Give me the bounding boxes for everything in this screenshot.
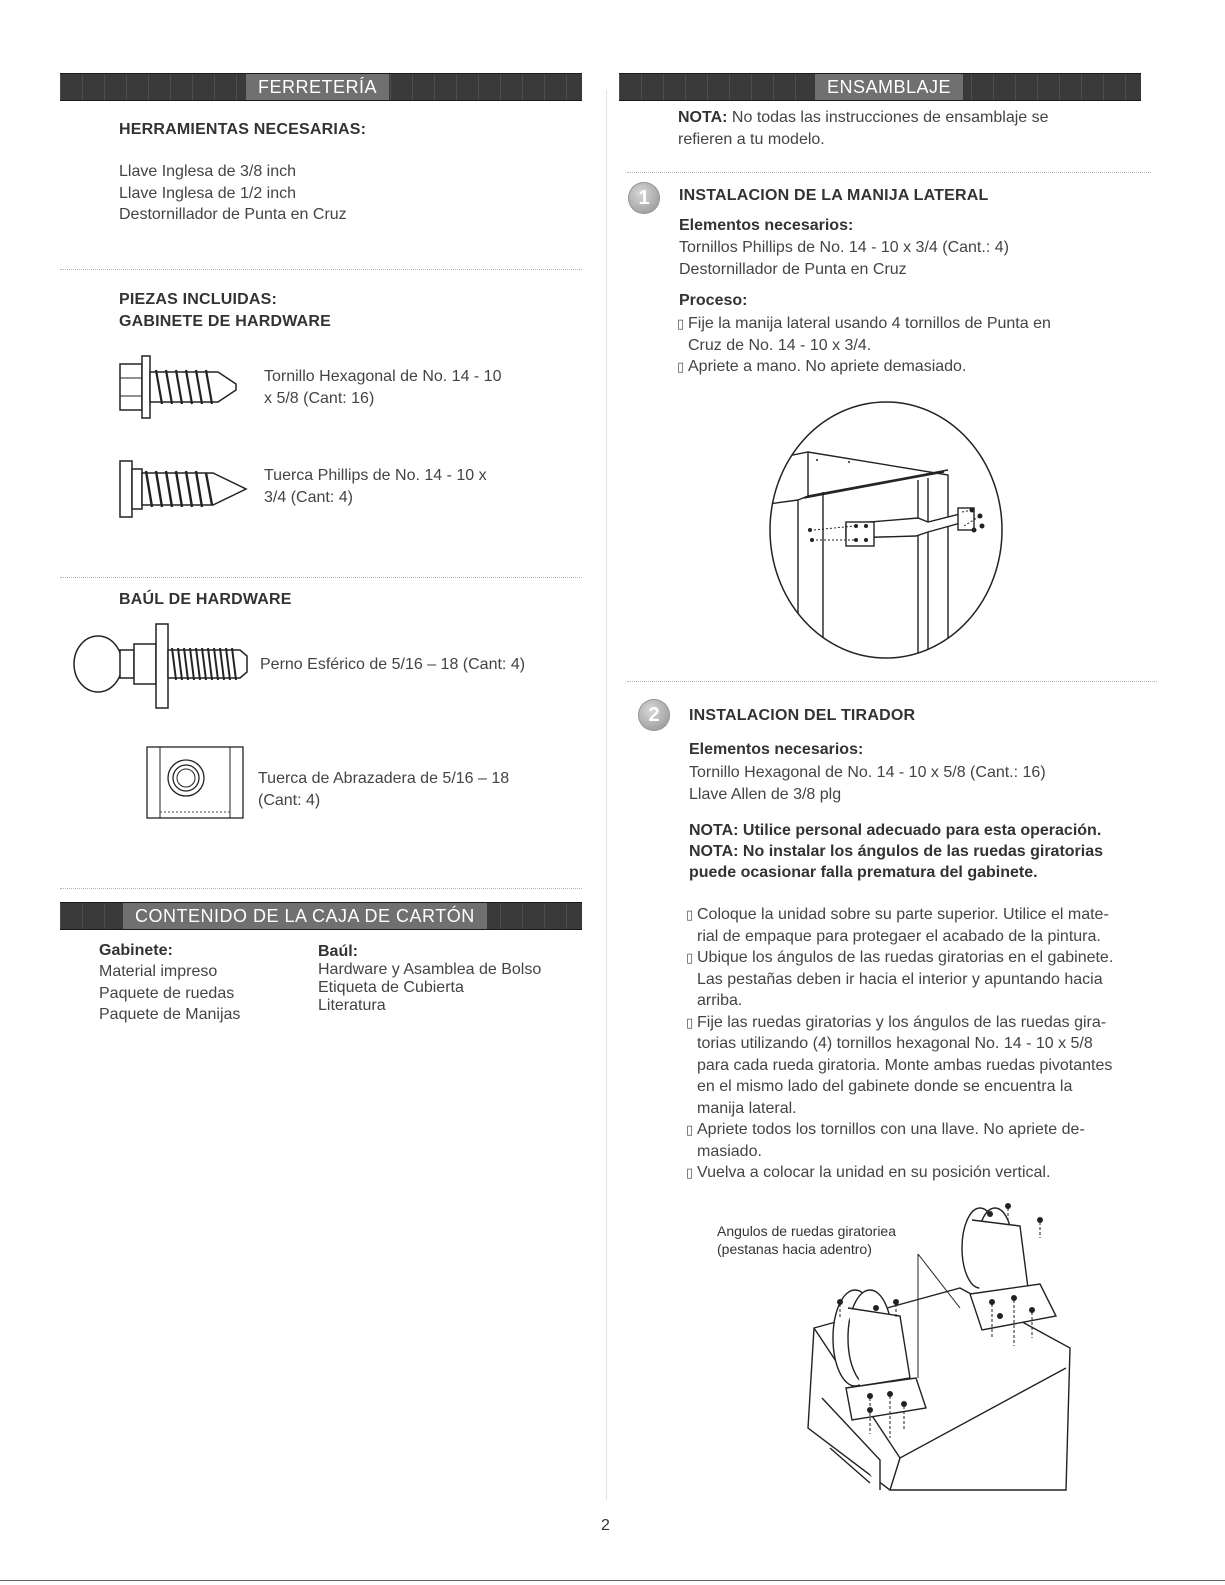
tools-heading: HERRAMIENTAS NECESARIAS: <box>119 121 367 138</box>
divider <box>60 269 582 270</box>
side-handle-illustration <box>768 400 1008 662</box>
step-1-needed-heading: Elementos necesarios: <box>679 217 854 234</box>
step-2-needed-heading: Elementos necesarios: <box>689 741 864 758</box>
divider <box>627 172 1151 173</box>
caster-installation-illustration <box>800 1198 1082 1496</box>
chest-heading: BAÚL DE HARDWARE <box>119 591 292 608</box>
step-1-title: INSTALACION DE LA MANIJA LATERAL <box>679 187 989 204</box>
assembly-section-bar <box>619 73 1141 101</box>
warning-line: NOTA: No instalar los ángulos de las ruedas giratorias <box>689 843 1104 860</box>
box-contents-title: CONTENIDO DE LA CAJA DE CARTÓN <box>123 903 487 929</box>
page-number: 2 <box>601 1517 610 1534</box>
step-2-title: INSTALACION DEL TIRADOR <box>689 707 916 724</box>
hardware-section-title: FERRETERÍA <box>246 74 389 100</box>
chest-item: Literatura <box>318 997 386 1014</box>
divider <box>60 577 582 578</box>
process-item: ▯ Fije la manija lateral usando 4 tornillos de Punta en Cruz de No. 14 - 10 x 3/4. <box>677 315 1051 354</box>
warning-line: puede ocasionar falla prematura del gabinete. <box>689 864 1038 881</box>
ball-bolt-illustration <box>72 622 252 710</box>
hex-screw-illustration <box>118 354 243 424</box>
assembly-note: NOTA: No todas las instrucciones de ensamblaje se refieren a tu modelo. <box>678 109 1049 148</box>
divider <box>60 888 582 889</box>
clamp-nut-illustration <box>146 746 246 820</box>
ball-bolt-label: Perno Esférico de 5/16 – 18 (Cant: 4) <box>260 656 526 673</box>
process-item: ▯ Fije las ruedas giratorias y los ángulos de las ruedas gira- torias utilizando (4) tornillos hexagonal No. 14 - 10 x 5/8 para cada rueda giratoria. Monte ambas ruedas pivotantes en el mismo lado del gabinete donde se encuentra la manija lateral. <box>686 1013 1113 1117</box>
step-2-needed-list: Tornillo Hexagonal de No. 14 - 10 x 5/8 (Cant.: 16) Llave Allen de 3/8 plg <box>689 764 1046 803</box>
divider <box>627 681 1157 682</box>
step-1-process-list <box>677 313 1051 378</box>
chest-item: Hardware y Asamblea de Bolso <box>318 961 542 978</box>
column-separator <box>606 90 607 1500</box>
step-2-badge: 2 <box>638 699 670 731</box>
step-1-process-heading: Proceso: <box>679 292 748 309</box>
phillips-screw-illustration <box>118 455 250 523</box>
tool-item: Destornillador de Punta en Cruz <box>119 206 347 223</box>
bottom-edge-line <box>0 1580 1225 1581</box>
process-item: ▯ Coloque la unidad sobre su parte superior. Utilice el mate- rial de empaque para protegaer el acabado de la pintura. <box>686 906 1109 945</box>
tools-list <box>119 161 347 226</box>
caster-callout: Angulos de ruedas giratoriea (pestanas hacia adentro) <box>717 1223 897 1257</box>
process-item: ▯ Apriete a mano. No apriete demasiado. <box>677 358 967 375</box>
hardware-section-bar <box>60 73 582 101</box>
box-contents-bar <box>60 902 582 930</box>
hex-screw-label: Tornillo Hexagonal de No. 14 - 10 x 5/8 (Cant: 16) <box>264 368 502 407</box>
chest-contents <box>318 942 541 1015</box>
step-2-process-list <box>686 904 1113 1184</box>
process-item: ▯ Apriete todos los tornillos con una llave. No apriete de- masiado. <box>686 1121 1085 1160</box>
assembly-section-title: ENSAMBLAJE <box>815 74 963 100</box>
process-item: ▯ Ubique los ángulos de las ruedas giratorias en el gabinete. Las pestañas deben ir hacia el interior y apuntando hacia arriba. <box>686 949 1114 1009</box>
chest-contents-heading: Baúl: <box>318 943 358 960</box>
step-1-badge: 1 <box>628 182 660 214</box>
parts-heading: PIEZAS INCLUIDAS: GABINETE DE HARDWARE <box>119 291 332 330</box>
tool-item: Llave Inglesa de 1/2 inch <box>119 184 297 202</box>
phillips-nut-label: Tuerca Phillips de No. 14 - 10 x 3/4 (Cant: 4) <box>264 467 487 506</box>
cabinet-item: Paquete de Manijas <box>99 1006 241 1023</box>
clamp-nut-label: Tuerca de Abrazadera de 5/16 – 18 (Cant: 4) <box>258 770 510 809</box>
step-2-warnings <box>689 820 1103 883</box>
cabinet-item: Material impreso <box>99 963 218 980</box>
cabinet-item: Paquete de ruedas <box>99 984 235 1002</box>
step-1-needed-list: Tornillos Phillips de No. 14 - 10 x 3/4 (Cant.: 4) Destornillador de Punta en Cruz <box>679 239 1009 278</box>
cabinet-contents <box>99 940 240 1026</box>
cabinet-heading: Gabinete: <box>99 942 173 959</box>
chest-item: Etiqueta de Cubierta <box>318 979 464 996</box>
warning-line: NOTA: Utilice personal adecuado para esta operación. <box>689 822 1102 839</box>
process-item: ▯ Vuelva a colocar la unidad en su posición vertical. <box>686 1164 1051 1181</box>
tool-item: Llave Inglesa de 3/8 inch <box>119 163 297 180</box>
